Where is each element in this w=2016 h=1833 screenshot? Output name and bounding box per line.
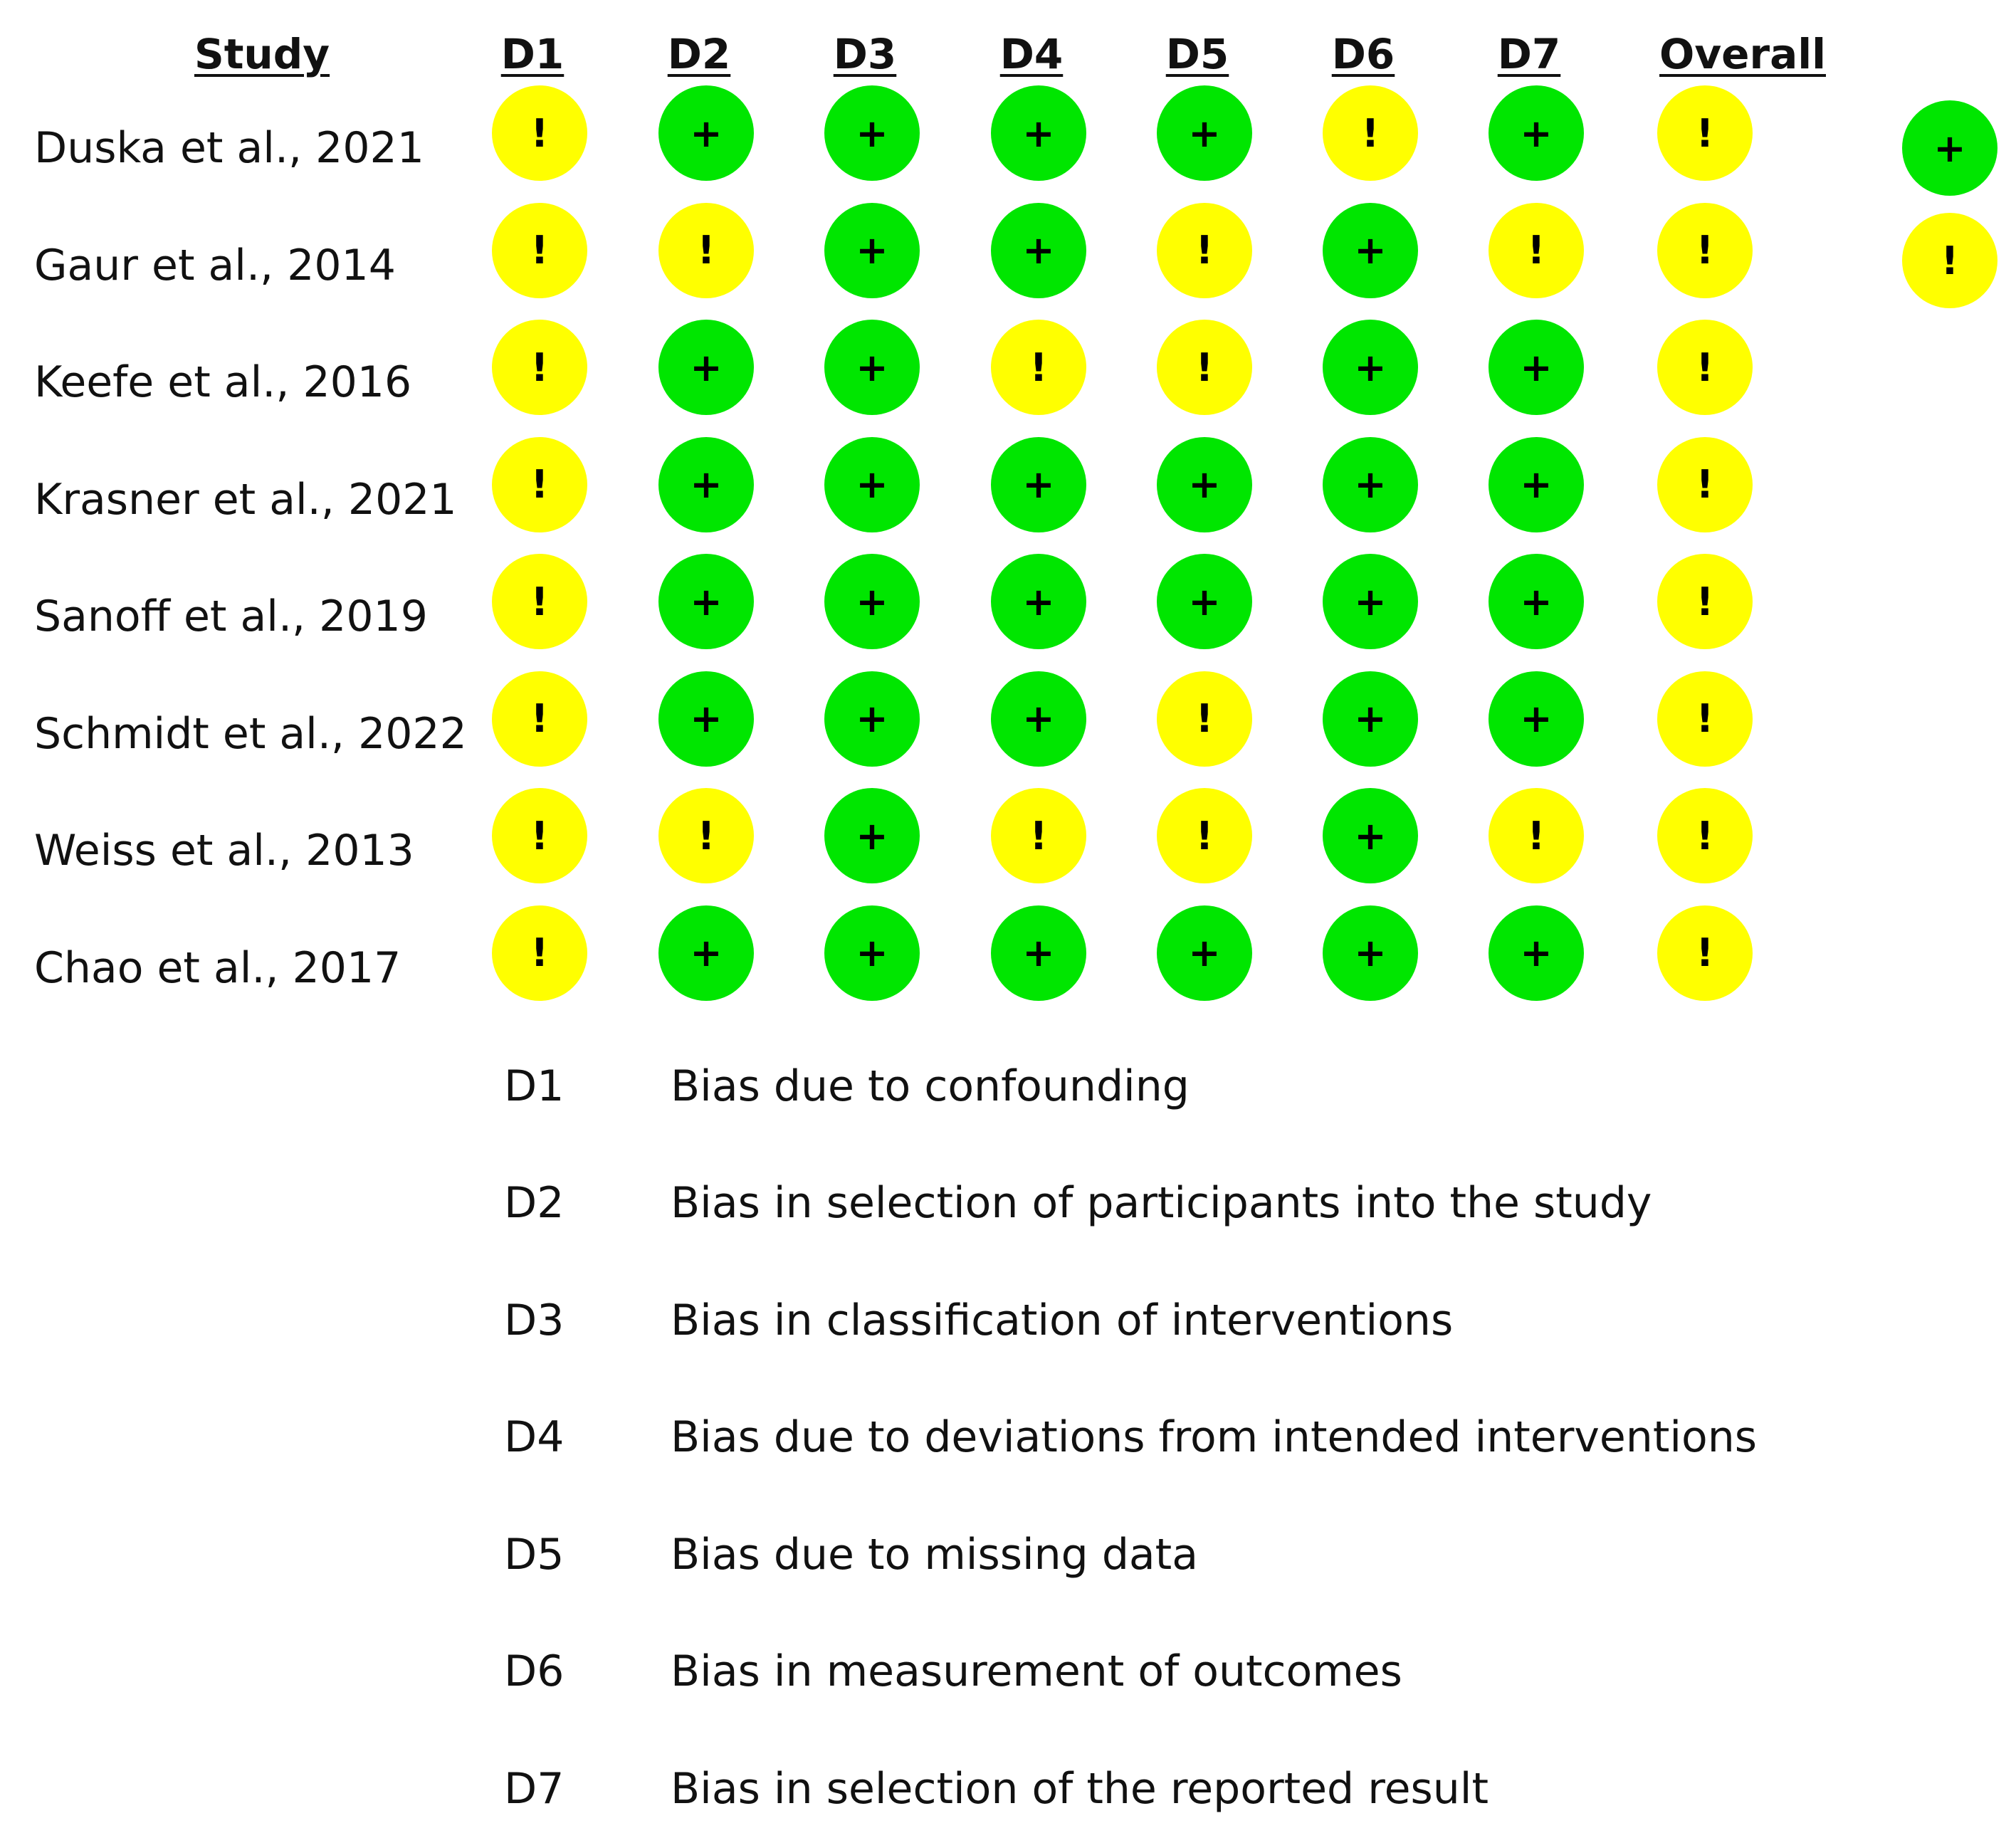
some-concerns-dot: ! <box>991 788 1086 883</box>
legend-code: D7 <box>504 1764 565 1814</box>
some-concerns-dot: ! <box>1657 788 1753 883</box>
low-risk-dot: + <box>1157 85 1252 181</box>
low-risk-dot: + <box>658 554 754 649</box>
study-name: Weiss et al., 2013 <box>34 826 414 876</box>
low-risk-dot: + <box>1157 905 1252 1001</box>
low-risk-dot: + <box>658 437 754 532</box>
legend-code: D4 <box>504 1412 565 1462</box>
header-d2: D2 <box>667 30 731 78</box>
some-concerns-dot: ! <box>658 203 754 298</box>
legend-code: D2 <box>504 1178 565 1228</box>
low-risk-dot: + <box>991 85 1086 181</box>
some-concerns-dot: ! <box>492 320 587 415</box>
low-risk-dot: + <box>1489 671 1584 767</box>
low-risk-dot: + <box>1489 554 1584 649</box>
study-name: Duska et al., 2021 <box>34 123 424 173</box>
some-concerns-dot: ! <box>492 905 587 1001</box>
low-risk-dot: + <box>824 203 920 298</box>
some-concerns-dot: ! <box>1657 85 1753 181</box>
legend-text: Bias due to missing data <box>671 1530 1198 1580</box>
some-concerns-dot: ! <box>1657 320 1753 415</box>
low-risk-dot: + <box>991 671 1086 767</box>
low-risk-dot: + <box>1323 554 1418 649</box>
some-concerns-dot: ! <box>492 437 587 532</box>
some-concerns-dot: ! <box>1157 788 1252 883</box>
header-d5: D5 <box>1165 30 1229 78</box>
some-concerns-dot: ! <box>1657 554 1753 649</box>
study-name: Chao et al., 2017 <box>34 943 401 993</box>
some-concerns-dot: ! <box>492 788 587 883</box>
some-concerns-dot: ! <box>1157 671 1252 767</box>
low-risk-dot: + <box>824 671 920 767</box>
low-risk-dot: + <box>824 85 920 181</box>
legend-text: Bias in selection of participants into the study <box>671 1178 1652 1228</box>
legend-code: D6 <box>504 1646 565 1696</box>
low-risk-dot: + <box>1323 905 1418 1001</box>
some-concerns-dot: ! <box>492 203 587 298</box>
some-concerns-dot: ! <box>1489 203 1584 298</box>
low-risk-dot: + <box>1323 320 1418 415</box>
low-risk-dot: + <box>991 554 1086 649</box>
legend-code: D3 <box>504 1296 565 1345</box>
low-risk-dot: + <box>1489 905 1584 1001</box>
legend-text: Bias due to deviations from intended interventions <box>671 1412 1758 1462</box>
some-concerns-dot: ! <box>1657 905 1753 1001</box>
some-concerns-dot: ! <box>1657 437 1753 532</box>
some-concerns-dot: ! <box>1657 203 1753 298</box>
header-d7: D7 <box>1497 30 1561 78</box>
study-name: Schmidt et al., 2022 <box>34 709 467 759</box>
study-name: Gaur et al., 2014 <box>34 241 396 290</box>
legend-text: Bias due to confounding <box>671 1061 1190 1111</box>
some-concerns-dot: ! <box>1657 671 1753 767</box>
low-risk-dot: + <box>658 905 754 1001</box>
low-risk-dot: + <box>991 905 1086 1001</box>
some-concerns-dot: ! <box>492 554 587 649</box>
some-concerns-dot: ! <box>492 671 587 767</box>
low-risk-dot: + <box>1323 203 1418 298</box>
study-name: Krasner et al., 2021 <box>34 475 457 525</box>
header-study: Study <box>194 30 330 78</box>
header-d4: D4 <box>999 30 1064 78</box>
low-risk-dot: + <box>1489 85 1584 181</box>
key-some-concerns-dot: ! <box>1902 213 1997 308</box>
study-name: Keefe et al., 2016 <box>34 357 412 407</box>
low-risk-dot: + <box>1323 788 1418 883</box>
header-d6: D6 <box>1331 30 1395 78</box>
some-concerns-dot: ! <box>1157 203 1252 298</box>
legend-text: Bias in measurement of outcomes <box>671 1646 1402 1696</box>
low-risk-dot: + <box>1157 437 1252 532</box>
low-risk-dot: + <box>658 320 754 415</box>
key-low-risk-dot: + <box>1902 100 1997 196</box>
study-name: Sanoff et al., 2019 <box>34 592 428 641</box>
low-risk-dot: + <box>1323 671 1418 767</box>
low-risk-dot: + <box>991 203 1086 298</box>
legend-code: D5 <box>504 1530 565 1580</box>
some-concerns-dot: ! <box>492 85 587 181</box>
header-overall: Overall <box>1659 30 1826 78</box>
some-concerns-dot: ! <box>991 320 1086 415</box>
low-risk-dot: + <box>1157 554 1252 649</box>
legend-text: Bias in selection of the reported result <box>671 1764 1489 1814</box>
header-d3: D3 <box>833 30 897 78</box>
low-risk-dot: + <box>658 85 754 181</box>
low-risk-dot: + <box>824 905 920 1001</box>
low-risk-dot: + <box>1323 437 1418 532</box>
low-risk-dot: + <box>1489 320 1584 415</box>
legend-text: Bias in classification of interventions <box>671 1296 1454 1345</box>
header-d1: D1 <box>500 30 565 78</box>
low-risk-dot: + <box>1489 437 1584 532</box>
some-concerns-dot: ! <box>658 788 754 883</box>
legend-code: D1 <box>504 1061 565 1111</box>
some-concerns-dot: ! <box>1323 85 1418 181</box>
low-risk-dot: + <box>824 437 920 532</box>
low-risk-dot: + <box>824 320 920 415</box>
some-concerns-dot: ! <box>1489 788 1584 883</box>
some-concerns-dot: ! <box>1157 320 1252 415</box>
low-risk-dot: + <box>824 554 920 649</box>
low-risk-dot: + <box>991 437 1086 532</box>
low-risk-dot: + <box>658 671 754 767</box>
low-risk-dot: + <box>824 788 920 883</box>
